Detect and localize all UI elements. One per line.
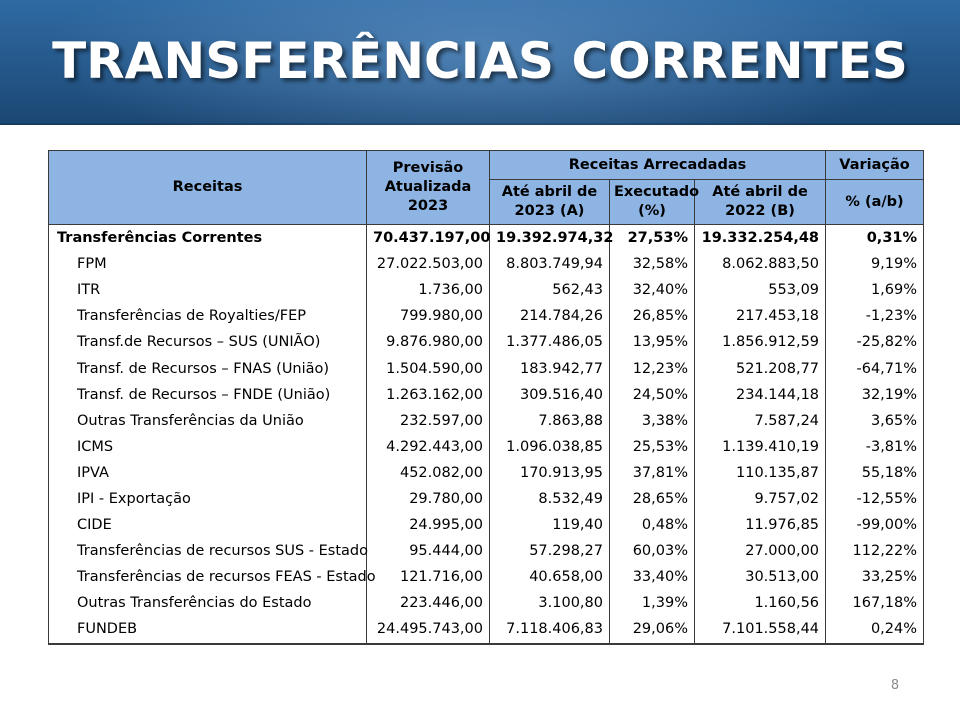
cell-abril-2023: 1.096.038,85	[490, 434, 610, 460]
cell-abril-2023: 119,40	[490, 512, 610, 538]
header-executado	[610, 180, 700, 225]
cell-executado: 32,40%	[610, 277, 695, 303]
cell-receita-name: FUNDEB	[49, 616, 367, 643]
cell-abril-2022: 1.160,56	[695, 590, 826, 616]
cell-previsao: 799.980,00	[367, 303, 490, 329]
cell-receita-name: Outras Transferências da União	[49, 408, 367, 434]
cell-executado: 33,40%	[610, 564, 695, 590]
cell-variacao: -25,82%	[826, 329, 924, 355]
cell-previsao: 1.736,00	[367, 277, 490, 303]
cell-abril-2022: 521.208,77	[695, 355, 826, 381]
cell-previsao: 24.495.743,00	[367, 616, 490, 643]
cell-abril-2023: 1.377.486,05	[490, 329, 610, 355]
cell-variacao: 0,24%	[826, 616, 924, 643]
cell-abril-2022: 11.976,85	[695, 512, 826, 538]
cell-abril-2023: 309.516,40	[490, 382, 610, 408]
cell-abril-2022: 1.856.912,59	[695, 329, 826, 355]
table-row	[49, 460, 924, 486]
header-percent-ab: % (a/b)	[826, 180, 924, 225]
cell-previsao: 27.022.503,00	[367, 251, 490, 277]
header-ate-abril-2023-line2: 2023 (A)	[514, 203, 585, 219]
cell-receita-name: Transf. de Recursos – FNDE (União)	[49, 382, 367, 408]
cell-previsao: 70.437.197,00	[367, 225, 490, 252]
header-receitas: Receitas	[49, 151, 367, 225]
header-ate-abril-2023-line1: Até abril de	[501, 184, 598, 200]
cell-previsao: 452.082,00	[367, 460, 490, 486]
table-row	[49, 329, 924, 355]
cell-receita-name: Transf. de Recursos – FNAS (União)	[49, 355, 367, 381]
cell-abril-2023: 214.784,26	[490, 303, 610, 329]
cell-executado: 13,95%	[610, 329, 695, 355]
header-previsao	[367, 151, 490, 225]
table-row	[49, 590, 924, 616]
cell-receita-name: Transf.de Recursos – SUS (UNIÃO)	[49, 329, 367, 355]
cell-executado: 28,65%	[610, 486, 695, 512]
cell-variacao: -3,81%	[826, 434, 924, 460]
cell-variacao: 112,22%	[826, 538, 924, 564]
cell-abril-2022: 30.513,00	[695, 564, 826, 590]
table-header	[49, 151, 924, 225]
table-row	[49, 382, 924, 408]
cell-abril-2023: 40.658,00	[490, 564, 610, 590]
cell-abril-2023: 7.118.406,83	[490, 616, 610, 643]
cell-executado: 29,06%	[610, 616, 695, 643]
cell-previsao: 24.995,00	[367, 512, 490, 538]
cell-abril-2022: 217.453,18	[695, 303, 826, 329]
cell-previsao: 1.504.590,00	[367, 355, 490, 381]
table-row	[49, 538, 924, 564]
table-row	[49, 408, 924, 434]
cell-abril-2023: 3.100,80	[490, 590, 610, 616]
cell-receita-name: Transferências de recursos FEAS - Estado	[49, 564, 367, 590]
table-row	[49, 277, 924, 303]
cell-abril-2022: 8.062.883,50	[695, 251, 826, 277]
cell-variacao: 3,65%	[826, 408, 924, 434]
cell-receita-name: Outras Transferências do Estado	[49, 590, 367, 616]
cell-abril-2023: 183.942,77	[490, 355, 610, 381]
cell-receita-name: IPVA	[49, 460, 367, 486]
cell-variacao: -12,55%	[826, 486, 924, 512]
cell-executado: 25,53%	[610, 434, 695, 460]
cell-executado: 3,38%	[610, 408, 695, 434]
cell-previsao: 1.263.162,00	[367, 382, 490, 408]
cell-executado: 32,58%	[610, 251, 695, 277]
cell-executado: 1,39%	[610, 590, 695, 616]
table-row	[49, 355, 924, 381]
cell-abril-2023: 8.803.749,94	[490, 251, 610, 277]
cell-receita-name: FPM	[49, 251, 367, 277]
header-previsao-line3: 2023	[407, 198, 449, 214]
table-row-total	[49, 225, 924, 252]
cell-abril-2022: 553,09	[695, 277, 826, 303]
slide-title: TRANSFERÊNCIAS CORRENTES	[52, 32, 908, 90]
cell-abril-2023: 562,43	[490, 277, 610, 303]
cell-receita-name: ITR	[49, 277, 367, 303]
cell-variacao: -99,00%	[826, 512, 924, 538]
cell-variacao: -1,23%	[826, 303, 924, 329]
table-row	[49, 434, 924, 460]
cell-previsao: 29.780,00	[367, 486, 490, 512]
cell-receita-name: Transferências de recursos SUS - Estado	[49, 538, 367, 564]
cell-previsao: 9.876.980,00	[367, 329, 490, 355]
header-executado-line1: Executado	[614, 184, 700, 200]
cell-abril-2022: 110.135,87	[695, 460, 826, 486]
cell-abril-2022: 234.144,18	[695, 382, 826, 408]
table-row	[49, 251, 924, 277]
title-banner	[0, 0, 960, 125]
cell-executado: 0,48%	[610, 512, 695, 538]
cell-variacao: -64,71%	[826, 355, 924, 381]
header-previsao-line1: Previsão	[392, 160, 464, 176]
cell-abril-2022: 1.139.410,19	[695, 434, 826, 460]
cell-executado: 60,03%	[610, 538, 695, 564]
table-row	[49, 564, 924, 590]
cell-abril-2022: 19.332.254,48	[695, 225, 826, 252]
cell-variacao: 167,18%	[826, 590, 924, 616]
cell-variacao: 1,69%	[826, 277, 924, 303]
revenue-table-container	[48, 150, 923, 645]
header-ate-abril-2022	[695, 180, 826, 225]
table-body	[49, 225, 924, 644]
cell-variacao: 33,25%	[826, 564, 924, 590]
header-ate-abril-2022-line1: Até abril de	[712, 184, 808, 200]
cell-variacao: 9,19%	[826, 251, 924, 277]
cell-executado: 12,23%	[610, 355, 695, 381]
cell-receita-name: ICMS	[49, 434, 367, 460]
cell-abril-2023: 8.532,49	[490, 486, 610, 512]
revenue-table	[48, 150, 924, 645]
cell-abril-2022: 7.101.558,44	[695, 616, 826, 643]
cell-executado: 26,85%	[610, 303, 695, 329]
cell-abril-2023: 7.863,88	[490, 408, 610, 434]
cell-abril-2023: 57.298,27	[490, 538, 610, 564]
header-variacao: Variação	[826, 151, 924, 180]
cell-receita-name: Transferências de Royalties/FEP	[49, 303, 367, 329]
cell-previsao: 95.444,00	[367, 538, 490, 564]
cell-variacao: 0,31%	[826, 225, 924, 252]
table-row	[49, 616, 924, 643]
cell-receita-name: Transferências Correntes	[49, 225, 367, 252]
cell-executado: 37,81%	[610, 460, 695, 486]
table-row	[49, 303, 924, 329]
cell-receita-name: CIDE	[49, 512, 367, 538]
cell-previsao: 4.292.443,00	[367, 434, 490, 460]
cell-variacao: 32,19%	[826, 382, 924, 408]
page-number: 8	[890, 678, 900, 693]
cell-abril-2022: 7.587,24	[695, 408, 826, 434]
cell-previsao: 223.446,00	[367, 590, 490, 616]
header-receitas-arrecadadas: Receitas Arrecadadas	[490, 151, 826, 180]
cell-abril-2022: 9.757,02	[695, 486, 826, 512]
cell-receita-name: IPI - Exportação	[49, 486, 367, 512]
cell-previsao: 121.716,00	[367, 564, 490, 590]
header-ate-abril-2022-line2: 2022 (B)	[725, 203, 795, 219]
header-ate-abril-2023	[490, 180, 610, 225]
cell-abril-2023: 170.913,95	[490, 460, 610, 486]
table-row	[49, 486, 924, 512]
cell-previsao: 232.597,00	[367, 408, 490, 434]
cell-abril-2022: 27.000,00	[695, 538, 826, 564]
cell-executado: 24,50%	[610, 382, 695, 408]
cell-executado: 27,53%	[610, 225, 695, 252]
table-row	[49, 512, 924, 538]
header-executado-line2: (%)	[638, 203, 666, 219]
cell-abril-2023: 19.392.974,32	[490, 225, 610, 252]
header-previsao-line2: Atualizada	[384, 179, 472, 195]
cell-variacao: 55,18%	[826, 460, 924, 486]
